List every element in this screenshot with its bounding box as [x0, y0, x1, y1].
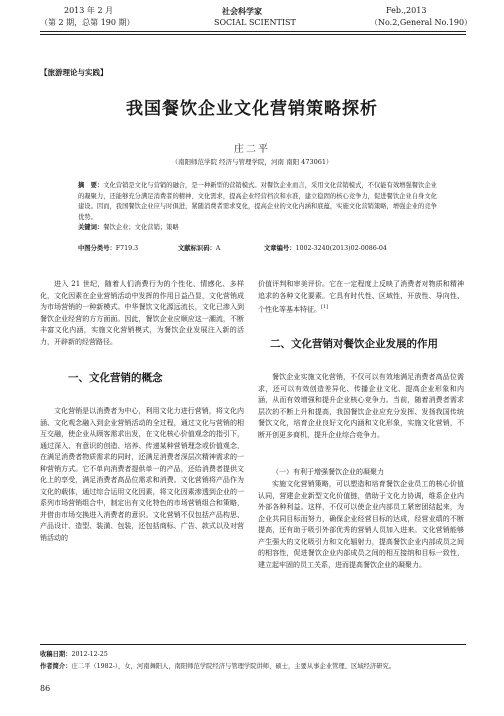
article-title: 我国餐饮企业文化营销策略探析	[126, 99, 378, 119]
section-2-heading: 二、文化营销对餐饮企业发展的作用	[270, 338, 438, 350]
section-1-body: 文化营销是以消费者为中心，利用文化力进行营销，将文化内涵、文化观念融入到企业营销活动的全过程，通过文化与营销的相互交融，使企业从顾客需求出发，在文化核心价值观念的指引下，通过深入、有意识的创造、培养、传递某种营销理念或价值观念，在满足消费者物质需求的同时，还满足消费者深层次精神需求的一种营销方式。它不单向消费者提供单一的产品，还给消费者提供文化上的享受，满足消费者高品位需求和消费。文化营销将产品作为文化的载体，通过综合运用文化因素，将文化因素渗透到企业的一系列市场营销组合中，制定出有文化特色的市场营销组合和策略，并借由市场交换进入消费者的意识。文化营销不仅包括产品构思、产品设计、造型、装潢、包装，还包括商标、广告、款式以及对营销活动的	[40, 407, 244, 543]
subsection-1-body: 实施文化营销策略，可以塑造和培育餐饮企业员工的核心价值认同，营建企业新型文化价值链，借助于文化力协调，维系企业内外部各种利益。这样，不仅可以使企业内部员工紧密团结起来，为企业共同目标而努力，确保企业经营目标的达成，经营业绩的不断提高，还有助于吸引外部优秀的营销人员加入进来。文化营销能够产生强大的文化吸引力和文化辐射力，提高餐饮企业内部成员之间的相容性，促进餐饮企业内部成员之间的相互接纳和目标一致性，建立起牢固的员工关系，进而提高餐饮企业的凝聚力。	[258, 480, 464, 569]
author-bio: 作者简介：庄二平（1982-），女，河南舞阳人，南阳师范学院经济与管理学院讲师，硕士，主要从事企业管理、区域经济研究。	[40, 663, 396, 670]
article-number: 文章编号：1002-3240(2013)02-0086-04	[264, 245, 387, 252]
header-date-cn: 2013 年 2 月	[64, 6, 114, 15]
article-author: 庄二平	[234, 144, 270, 155]
subsection-1-heading: （一）有利于增强餐饮企业的凝聚力	[272, 468, 384, 476]
header-journal-en: SOCIAL SCIENTIST	[214, 18, 296, 27]
header-issue-cn: （第 2 期，总第 190 期）	[40, 18, 135, 27]
abstract-text: 文化营销是文化与营销的融合，是一种新型的营销模式。对餐饮企业而言，采用文化营销模式，不仅能有效增强餐饮企业的凝聚力，还能够充分满足消费者的精神、文化需求，提高企业经营档次和水准，建立稳固的核心竞争力，促进餐饮企业自身文化建设。因而，我国餐饮企业应与时俱进，紧随消费者需求变化，提高企业的文化内涵和底蕴，实施文化营销策略，增强企业的竞争优势。	[78, 182, 437, 221]
section-tag: 【旅游理论与实践】	[40, 68, 108, 77]
footnote-rule	[40, 644, 466, 645]
page-number: 86	[40, 684, 51, 693]
clc-number: 中图分类号：F719.3	[78, 245, 139, 252]
section-2-body: 餐饮企业实施文化营销，不仅可以有效地满足消费者高品位需求，还可以有效创造差异化、传播企业文化、提高企业形象和内涵，从而有效增强和提升企业核心竞争力。当前，随着消费者需求层次的不断上升和提高，我国餐饮企业应充分发挥、发扬我国传统餐饮文化，培育企业良好文化内涵和文化形象，实施文化营销，不断开创更多商机，提升企业综合竞争力。	[258, 373, 464, 439]
header-issue-en: （No.2,General No.190）	[370, 18, 473, 27]
header-journal-cn: 社会科学家	[222, 6, 262, 16]
abstract-block	[78, 181, 438, 234]
keywords-text: 餐饮企业；文化营销；策略	[103, 224, 179, 232]
document-code: 文献标识码：A	[178, 245, 221, 252]
section-1-heading: 一、文化营销的概念	[68, 372, 163, 384]
keywords-label: 关键词：	[78, 224, 104, 232]
right-top-paragraph: 价值评判和审美评价。它在一定程度上反映了消费者对物质和精神追求的各种文化要素。它具有时代性、区域性、开放性、导向性、个性化等基本特征。[1]	[258, 280, 464, 314]
header-date-en: Feb.,2013	[386, 6, 427, 15]
received-date: 收稿日期：2012-12-25	[40, 651, 108, 658]
abstract-label: 摘 要：	[78, 182, 104, 189]
header-rule-thick	[40, 31, 466, 32]
article-affiliation: （南阳师范学院 经济与管理学院，河南 南阳 473061）	[171, 158, 333, 166]
header-rule-thin	[40, 34, 466, 35]
citation-1: [1]	[321, 304, 329, 311]
intro-paragraph: 进入 21 世纪，随着人们消费行为的个性化、情感化、多样化，文化因素在企业营销活动中发挥的作用日益凸显，文化营销成为市场营销的一种新模式。中华餐饮文化源远流长，文化已渗入到餐饮企业经营的方方面面。因此，餐饮企业应顺应这一潮流，不断丰富文化内涵，实施文化营销模式，为餐饮企业发展注入新的活力，开辟新的经营路径。	[40, 280, 244, 346]
